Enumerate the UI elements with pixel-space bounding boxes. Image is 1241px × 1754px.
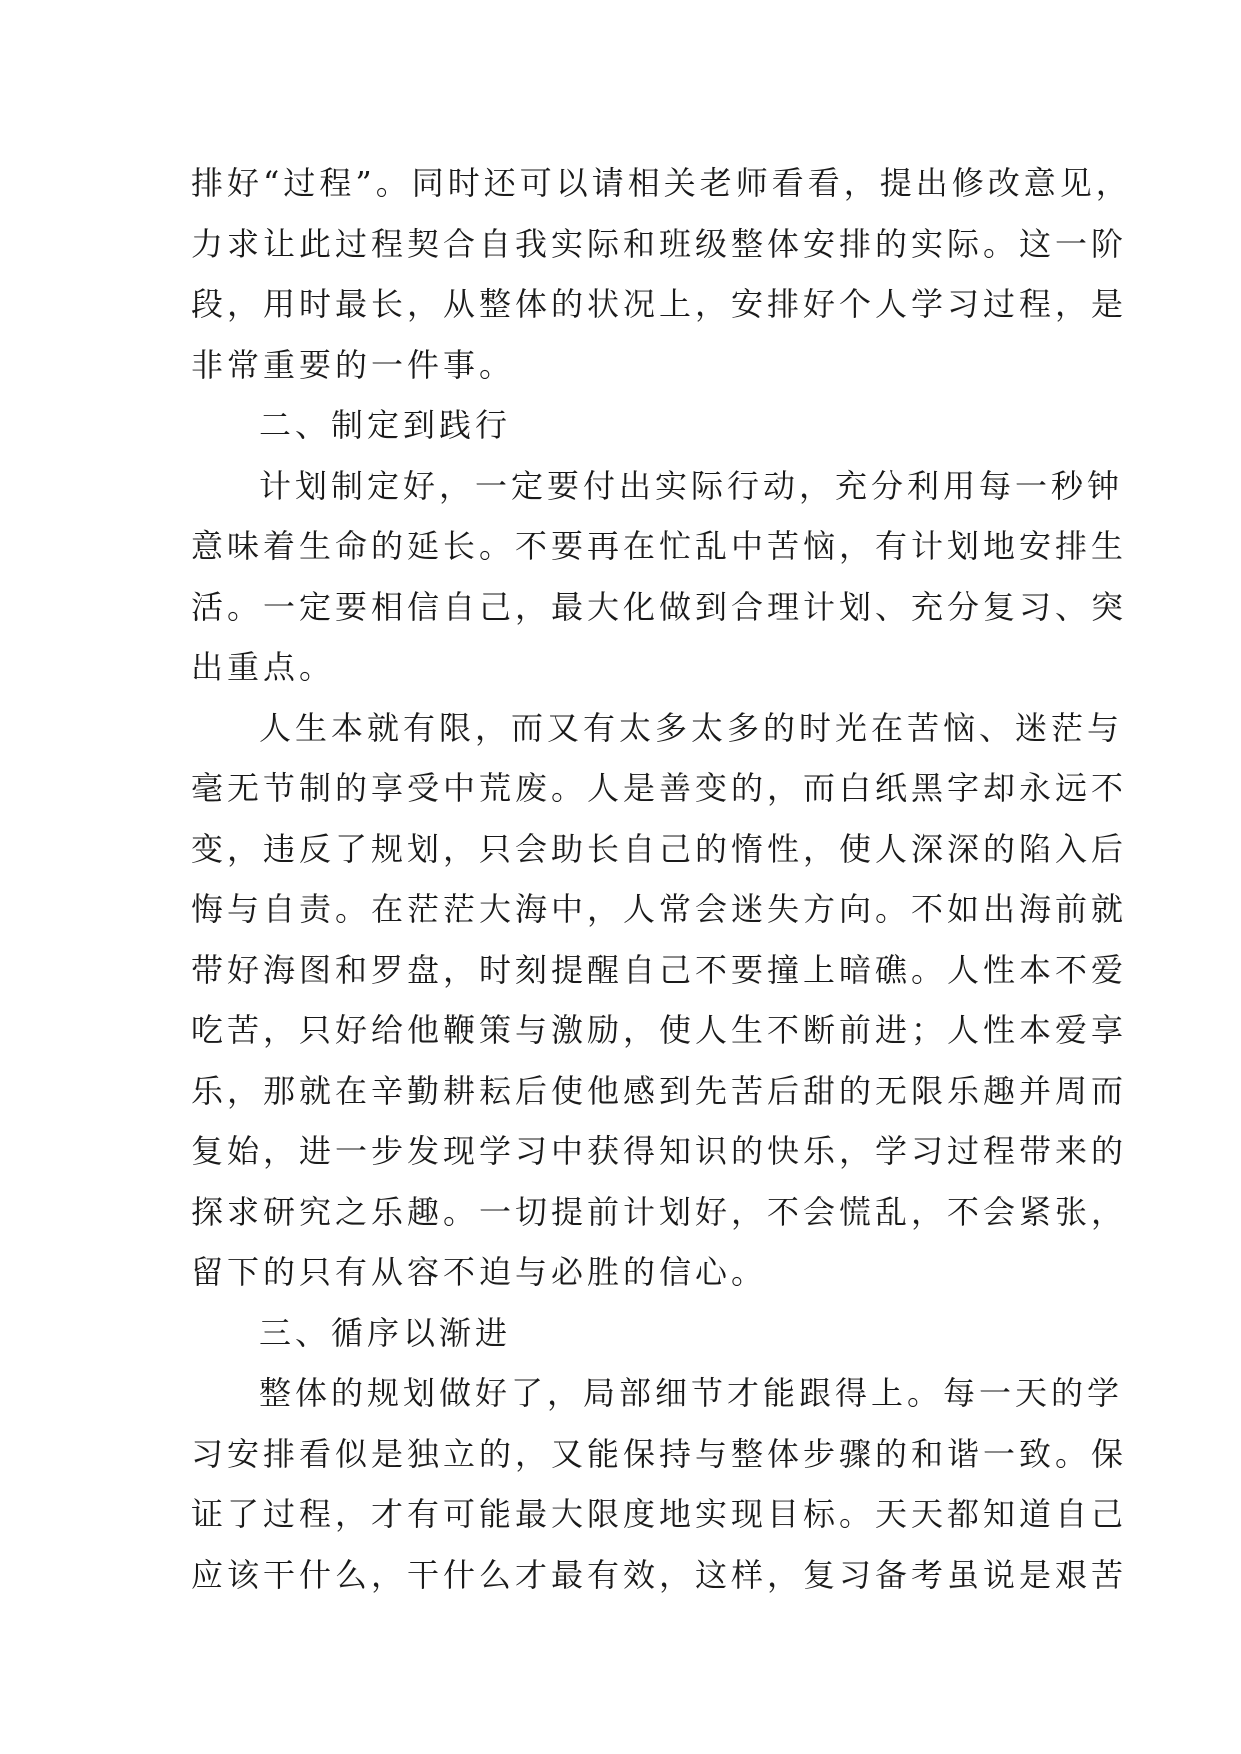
text-line: 非常重要的一件事。 bbox=[191, 345, 516, 384]
text-line: 整体的规划做好了，局部细节才能跟得上。每一天的学 bbox=[259, 1374, 1124, 1412]
text-line: 排好“过程”。同时还可以请相关老师看看，提出修改意见， bbox=[191, 164, 1132, 202]
text-line: 计划制定好，一定要付出实际行动，充分利用每一秒钟 bbox=[259, 466, 1124, 505]
text-line: 三、循序以渐进 bbox=[259, 1313, 512, 1352]
text-line: 段，用时最长，从整体的状况上，安排好个人学习过程，是 bbox=[191, 285, 1128, 323]
text-line: 力求让此过程契合自我实际和班级整体安排的实际。这一阶 bbox=[191, 224, 1128, 263]
text-line: 悔与自责。在茫茫大海中，人常会迷失方向。不如出海前就 bbox=[191, 890, 1128, 928]
text-line: 复始，进一步发现学习中获得知识的快乐，学习过程带来的 bbox=[191, 1132, 1128, 1170]
text-line: 乐，那就在辛勤耕耘后使他感到先苦后甜的无限乐趣并周而 bbox=[191, 1071, 1128, 1110]
text-line: 人生本就有限，而又有太多太多的时光在苦恼、迷茫与 bbox=[259, 708, 1124, 747]
text-line: 毫无节制的享受中荒废。人是善变的，而白纸黑字却永远不 bbox=[191, 769, 1128, 807]
text-line: 留下的只有从容不迫与必胜的信心。 bbox=[191, 1253, 768, 1291]
text-line: 吃苦，只好给他鞭策与激励，使人生不断前进；人性本爱享 bbox=[191, 1011, 1128, 1049]
text-line: 活。一定要相信自己，最大化做到合理计划、充分复习、突 bbox=[191, 587, 1128, 626]
text-line: 出重点。 bbox=[191, 648, 336, 686]
text-line: 探求研究之乐趣。一切提前计划好，不会慌乱，不会紧张， bbox=[191, 1192, 1128, 1231]
text-line: 变，违反了规划，只会助长自己的惰性，使人深深的陷入后 bbox=[191, 829, 1128, 868]
text-line: 意味着生命的延长。不要再在忙乱中苦恼，有计划地安排生 bbox=[191, 527, 1128, 565]
text-line: 习安排看似是独立的，又能保持与整体步骤的和谐一致。保 bbox=[191, 1434, 1128, 1473]
text-line: 带好海图和罗盘，时刻提醒自己不要撞上暗礁。人性本不爱 bbox=[191, 950, 1128, 989]
text-line: 证了过程，才有可能最大限度地实现目标。天天都知道自己 bbox=[191, 1495, 1128, 1533]
body-text bbox=[191, 153, 1132, 1605]
text-line: 应该干什么，干什么才最有效，这样，复习备考虽说是艰苦 bbox=[191, 1555, 1128, 1594]
text-line: 二、制定到践行 bbox=[259, 406, 512, 444]
